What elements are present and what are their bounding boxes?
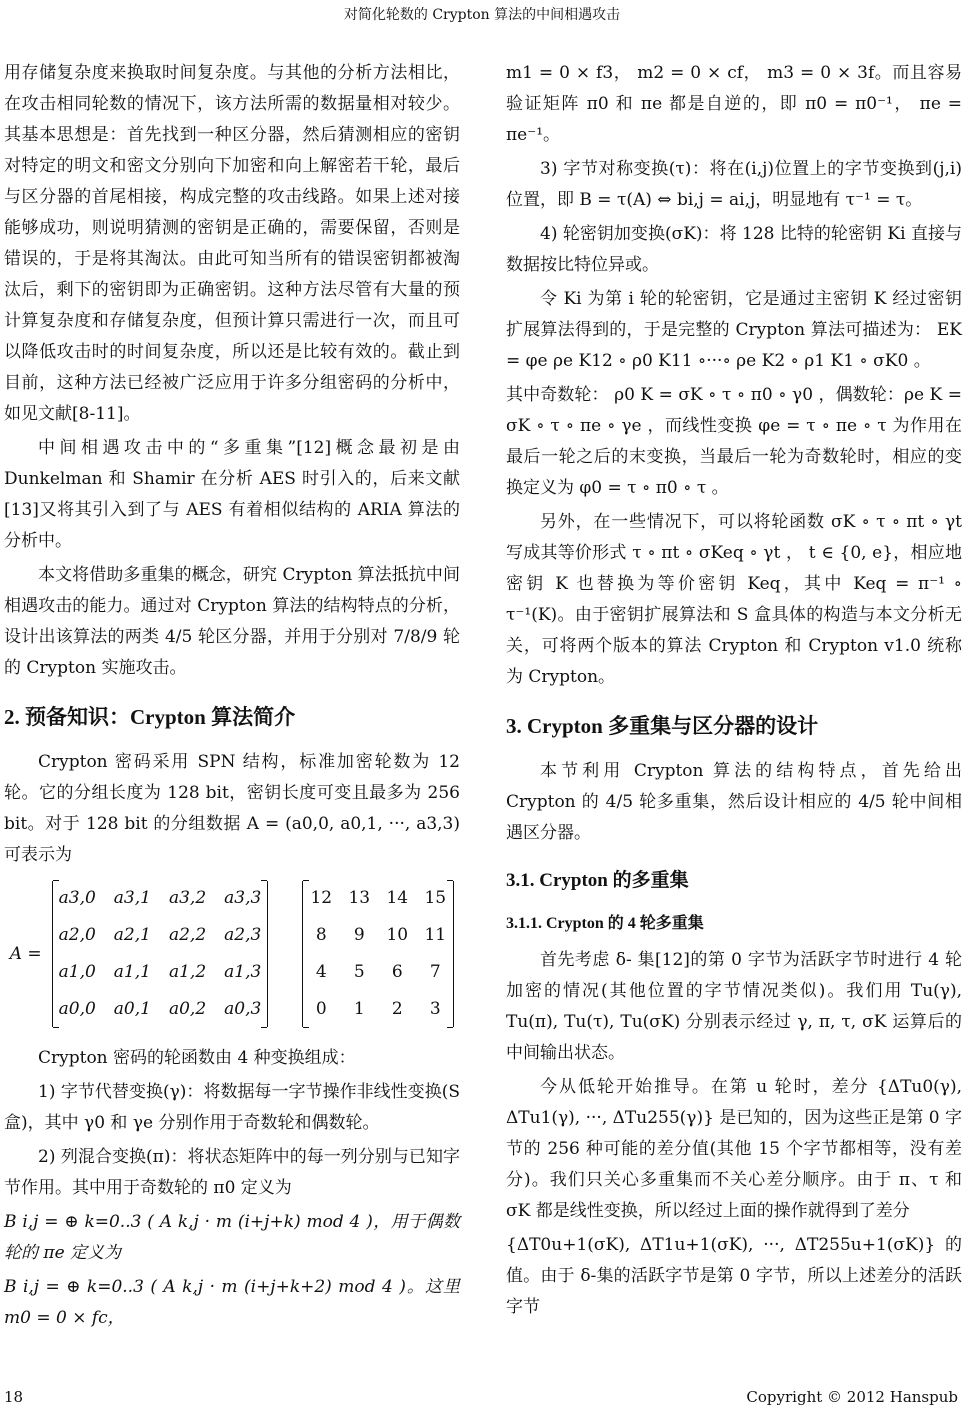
paragraph: 首先考虑 δ- 集[12]的第 0 字节为活跃字节时进行 4 轮加密的情况(其他位置的字节情况类似)。我们用 Tu(γ), Tu(π), Tu(τ), Tu(σK) 分别表示经过 γ, π, τ, σK 运算后的中间输出状态。 bbox=[506, 950, 962, 1063]
section-heading: 2. 预备知识：Crypton 算法简介 bbox=[4, 705, 296, 729]
matrix-cell: 0 bbox=[315, 999, 327, 1019]
paragraph: {ΔT0u+1(σK), ΔT1u+1(σK), ···, ΔT255u+1(σK)} 的值。由于 δ-集的活跃字节是第 0 字节，所以上述差分的活跃字节 bbox=[506, 1235, 962, 1317]
matrix-cell: a0,2 bbox=[168, 999, 207, 1019]
paragraph: 令 Ki 为第 i 轮的轮密钥，它是通过主密钥 K 经过密钥扩展算法得到的，于是完整的 Crypton 算法可描述为： EK = φe ρe K12 ∘ ρ0 K11 ∘···∘ ρe K2 ∘ ρ1 K1 ∘ σK0 。 bbox=[506, 289, 962, 371]
equation: B i,j = ⊕ k=0..3 ( A k,j · m (i+j+k) mod 4 )，用于偶数轮的 πe 定义为 bbox=[4, 1212, 460, 1263]
matrix-cell: 10 bbox=[386, 925, 409, 945]
paragraph: m1 = 0 × f3， m2 = 0 × cf， m3 = 0 × 3f。而且容易验证矩阵 π0 和 πe 都是自逆的，即 π0 = π0⁻¹， πe = πe⁻¹。 bbox=[506, 63, 962, 145]
paragraph: 用存储复杂度来换取时间复杂度。与其他的分析方法相比，在攻击相同轮数的情况下，该方法所需的数据量相对较少。其基本思想是：首先找到一种区分器，然后猜测相应的密钥对特定的明文和密文分别向下加密和向上解密若干轮，最后与区分器的首尾相接，构成完整的攻击线路。如果上述对接能够成功，则说明猜测的密钥是正确的，需要保留，否则是错误的，于是将其淘汰。由此可知当所有的错误密钥都被淘汰后，剩下的密钥即为正确密钥。这种方法尽管有大量的预计算复杂度和存储复杂度，但预计算只需进行一次，而且可以降低攻击时的时间复杂度，所以还是比较有效的。截止到目前，这种方法已经被广泛应用于许多分组密码的分析中，如见文献[8-11]。 bbox=[4, 63, 460, 424]
paragraph: 其中奇数轮： ρ0 K = σK ∘ τ ∘ π0 ∘ γ0 ，偶数轮：ρe K = σK ∘ τ ∘ πe ∘ γe ，而线性变换 φe = τ ∘ πe ∘ τ 为作用在最后一轮之后的末变换，当最后一轮为奇数轮时，相应的变换定义为 φ0 = τ ∘ π0 ∘ τ 。 bbox=[506, 385, 962, 498]
matrix-cell: a1,3 bbox=[224, 962, 262, 982]
matrix-cell: 13 bbox=[348, 888, 371, 908]
matrix-cell: a1,1 bbox=[113, 962, 151, 982]
paragraph: 今从低轮开始推导。在第 u 轮时，差分 {ΔTu0(γ), ΔTu1(γ), ···, ΔTu255(γ)} 是已知的，因为这些正是第 0 字节的 256 种可能的差分值(其他 15 个字节都相等，没有差分)。我们只关心多重集而不关心差分顺序。由于 π、τ 和 σK 都是线性变换，所以经过上面的操作就得到了差分 bbox=[506, 1077, 962, 1221]
paragraph: 4) 轮密钥加变换(σK)：将 128 比特的轮密钥 Ki 直接与数据按比特位异或。 bbox=[506, 224, 962, 275]
matrix-cell: 8 bbox=[315, 925, 327, 945]
equation: B i,j = ⊕ k=0..3 ( A k,j · m (i+j+k+2) mod 4 )。这里 m0 = 0 × fc， bbox=[4, 1277, 460, 1328]
state-matrix bbox=[52, 881, 269, 1027]
matrix-cell: a2,1 bbox=[113, 925, 151, 945]
matrix-cell: 5 bbox=[353, 962, 365, 982]
index-matrix bbox=[302, 881, 454, 1027]
matrix-cell: a3,3 bbox=[224, 888, 262, 908]
left-column bbox=[4, 58, 460, 1337]
copyright-notice: Copyright © 2012 Hanspub bbox=[746, 1388, 958, 1406]
matrix-cell: a2,0 bbox=[58, 925, 96, 945]
paragraph: 本文将借助多重集的概念，研究 Crypton 算法抵抗中间相遇攻击的能力。通过对 Crypton 算法的结构特点的分析，设计出该算法的两类 4/5 轮区分器，并用于分别对 7/8/9 轮的 Crypton 实施攻击。 bbox=[4, 565, 460, 678]
section-heading: 3. Crypton 多重集与区分器的设计 bbox=[506, 714, 819, 738]
matrix-cell: 7 bbox=[429, 962, 441, 982]
matrix-cell: 6 bbox=[391, 962, 403, 982]
matrix-cell: 3 bbox=[429, 999, 441, 1019]
matrix-cell: 9 bbox=[353, 925, 365, 945]
paragraph: 2) 列混合变换(π)：将状态矩阵中的每一列分别与已知字节作用。其中用于奇数轮的 π0 定义为 bbox=[4, 1147, 460, 1198]
matrix-cell: 2 bbox=[391, 999, 403, 1019]
matrix-cell: 14 bbox=[386, 888, 409, 908]
subsubsection-heading: 3.1.1. Crypton 的 4 轮多重集 bbox=[506, 915, 704, 932]
paragraph: 另外，在一些情况下，可以将轮函数 σK ∘ τ ∘ πt ∘ γt 写成其等价形式 τ ∘ πt ∘ σKeq ∘ γt ， t ∈ {0, e}，相应地密钥 K 也替换为等价密钥 Keq，其中 Keq = π⁻¹ ∘ τ⁻¹(K)。由于密钥扩展算法和 S 盒具体的构造与本文分析无关，可将两个版本的算法 Crypton 和 Crypton v1.0 统称为 Crypton。 bbox=[506, 512, 962, 687]
paragraph: 中间相遇攻击中的“多重集”[12]概念最初是由 Dunkelman 和 Shamir 在分析 AES 时引入的，后来文献[13]又将其引入到了与 AES 有着相似结构的 ARIA 算法的分析中。 bbox=[4, 438, 460, 551]
matrix-cell: a1,2 bbox=[168, 962, 207, 982]
matrix-cell: a1,0 bbox=[58, 962, 96, 982]
matrix-cell: 12 bbox=[310, 888, 333, 908]
matrix-cell: a3,2 bbox=[168, 888, 207, 908]
matrix-cell: a2,2 bbox=[168, 925, 207, 945]
matrix-equation bbox=[4, 881, 460, 1027]
running-header: 对简化轮数的 Crypton 算法的中间相遇攻击 bbox=[343, 7, 621, 23]
paragraph: Crypton 密码的轮函数由 4 种变换组成： bbox=[38, 1048, 356, 1068]
paragraph: 3) 字节对称变换(τ)：将在(i,j)位置上的字节变换到(j,i)位置，即 B = τ(A) ⇔ bi,j = ai,j，明显地有 τ⁻¹ = τ。 bbox=[506, 159, 962, 210]
matrix-cell: a0,1 bbox=[113, 999, 151, 1019]
matrix-cell: 15 bbox=[424, 888, 447, 908]
matrix-cell: a3,0 bbox=[58, 888, 96, 908]
matrix-cell: 4 bbox=[315, 962, 327, 982]
matrix-cell: 11 bbox=[424, 925, 447, 945]
matrix-cell: a3,1 bbox=[113, 888, 151, 908]
matrix-cell: a0,3 bbox=[224, 999, 262, 1019]
subsection-heading: 3.1. Crypton 的多重集 bbox=[506, 870, 689, 891]
paragraph: 本节利用 Crypton 算法的结构特点，首先给出 Crypton 的 4/5 轮多重集，然后设计相应的 4/5 轮中间相遇区分器。 bbox=[506, 761, 962, 843]
right-column bbox=[506, 58, 962, 1326]
matrix-cell: 1 bbox=[353, 999, 365, 1019]
page-number: 18 bbox=[4, 1388, 24, 1406]
matrix-cell: a0,0 bbox=[58, 999, 96, 1019]
paragraph: 1) 字节代替变换(γ)：将数据每一字节操作非线性变换(S 盒)，其中 γ0 和 γe 分别作用于奇数轮和偶数轮。 bbox=[4, 1082, 460, 1133]
paragraph: Crypton 密码采用 SPN 结构，标准加密轮数为 12 轮。它的分组长度为 128 bit，密钥长度可变且最多为 256 bit。对于 128 bit 的分组数据 A = (a0,0, a0,1, ···, a3,3) 可表示为 bbox=[4, 752, 460, 865]
matrix-cell: a2,3 bbox=[224, 925, 262, 945]
matrix-lhs: A = bbox=[9, 943, 42, 964]
